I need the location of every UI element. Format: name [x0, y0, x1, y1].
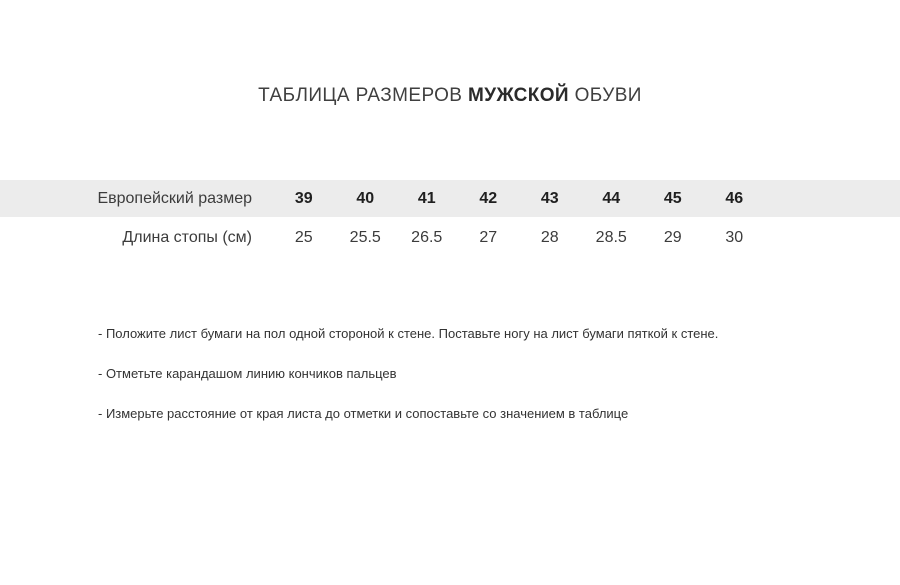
size-value: 42: [479, 189, 498, 207]
length-value: 30: [725, 229, 744, 246]
table-row-foot-length: [0, 217, 900, 259]
length-value: 27: [479, 229, 498, 246]
page-title: [0, 85, 900, 106]
length-value: 25.5: [349, 229, 381, 246]
row-label-european-size: Европейский размер: [97, 189, 252, 207]
size-value: 40: [356, 189, 375, 207]
page-title-suffix: ОБУВИ: [568, 85, 642, 106]
size-value: 41: [417, 189, 436, 207]
size-chart-page: [0, 85, 900, 585]
size-value: 43: [540, 189, 559, 207]
size-value: 39: [294, 189, 313, 207]
length-value: 25: [294, 229, 313, 246]
length-value: 26.5: [411, 229, 443, 246]
length-value: 28: [540, 229, 559, 246]
page-title-prefix: ТАБЛИЦА РАЗМЕРОВ: [258, 85, 469, 106]
row-label-foot-length: Длина стопы (см): [122, 229, 252, 246]
instruction-line: - Положите лист бумаги на пол одной стороной к стене. Поставьте ногу на лист бумаги пяткой к стене.: [98, 326, 719, 341]
page-title-emphasis: МУЖСКОЙ: [468, 85, 569, 106]
length-value: 28.5: [595, 229, 627, 246]
size-value: 46: [725, 189, 744, 207]
size-table: [0, 180, 900, 259]
table-row-european-size: [0, 180, 900, 217]
length-value: 29: [663, 229, 682, 246]
instruction-line: - Измерьте расстояние от края листа до отметки и сопоставьте со значением в таблице: [98, 406, 629, 421]
size-value: 45: [663, 189, 682, 207]
instruction-line: - Отметьте карандашом линию кончиков пальцев: [98, 366, 397, 381]
size-value: 44: [602, 189, 621, 207]
measurement-instructions: [98, 326, 900, 422]
